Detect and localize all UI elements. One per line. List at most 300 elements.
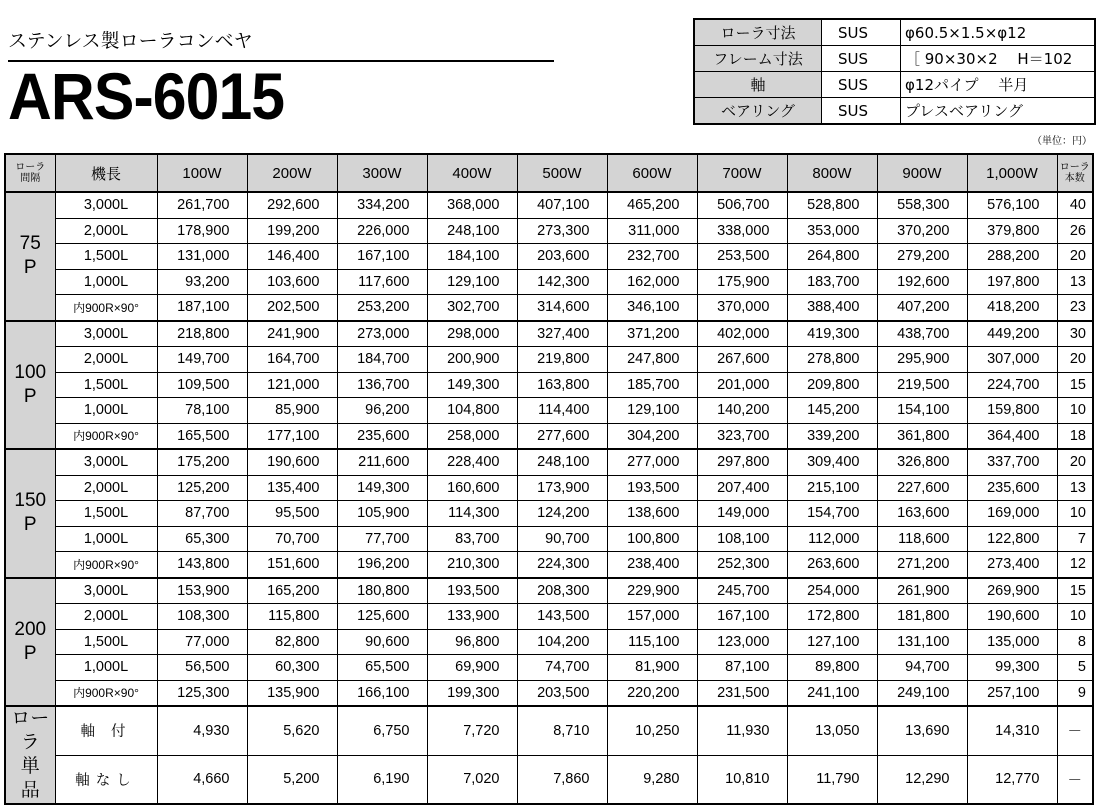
spec-material: SUS (822, 72, 901, 98)
table-row (5, 706, 1093, 755)
product-subtitle: ステンレス製ローラコンベヤ (8, 30, 253, 52)
row-length: 2,000L (55, 347, 157, 373)
price-cell: 193,500 (607, 475, 697, 501)
price-cell: 201,000 (697, 372, 787, 398)
price-cell: 123,000 (697, 629, 787, 655)
table-row (5, 552, 1093, 578)
price-cell: 146,400 (247, 244, 337, 270)
row-length: 内900R×90° (55, 295, 157, 321)
price-header-row (5, 154, 1093, 192)
price-cell: 95,500 (247, 501, 337, 527)
price-cell: 133,900 (427, 604, 517, 630)
table-row (5, 629, 1093, 655)
price-cell: 129,100 (607, 398, 697, 424)
price-cell: 135,900 (247, 680, 337, 706)
price-cell: 157,000 (607, 604, 697, 630)
price-cell: 224,300 (517, 552, 607, 578)
header-width: 800W (787, 154, 877, 192)
price-cell: 160,600 (427, 475, 517, 501)
roller-count: 15 (1057, 372, 1093, 398)
price-cell: 506,700 (697, 192, 787, 218)
header-roller-pitch: ローラ 間隔 (5, 154, 55, 192)
price-cell: 314,600 (517, 295, 607, 321)
price-cell: 154,700 (787, 501, 877, 527)
price-cell: 153,900 (157, 578, 247, 604)
price-cell: 184,100 (427, 244, 517, 270)
price-cell: 224,700 (967, 372, 1057, 398)
row-length: 1,500L (55, 372, 157, 398)
price-cell: 558,300 (877, 192, 967, 218)
price-cell: 273,400 (967, 552, 1057, 578)
price-cell: 10,250 (607, 706, 697, 755)
table-row (5, 501, 1093, 527)
price-cell: 7,020 (427, 755, 517, 804)
roller-count: 18 (1057, 423, 1093, 449)
price-cell: 361,800 (877, 423, 967, 449)
price-cell: 83,700 (427, 526, 517, 552)
price-cell: 407,200 (877, 295, 967, 321)
price-cell: 166,100 (337, 680, 427, 706)
price-cell: 184,700 (337, 347, 427, 373)
price-cell: 235,600 (967, 475, 1057, 501)
price-cell: 7,860 (517, 755, 607, 804)
table-row (5, 680, 1093, 706)
row-length: 内900R×90° (55, 680, 157, 706)
price-cell: 210,300 (427, 552, 517, 578)
table-row (5, 398, 1093, 424)
price-cell: 154,100 (877, 398, 967, 424)
table-row (5, 244, 1093, 270)
price-cell: 178,900 (157, 218, 247, 244)
price-cell: 209,800 (787, 372, 877, 398)
roller-count: 7 (1057, 526, 1093, 552)
price-cell: 175,200 (157, 449, 247, 475)
roller-count: 20 (1057, 244, 1093, 270)
price-cell: 4,660 (157, 755, 247, 804)
header-width: 200W (247, 154, 337, 192)
price-cell: 89,800 (787, 655, 877, 681)
price-cell: 257,100 (967, 680, 1057, 706)
price-cell: 353,000 (787, 218, 877, 244)
price-cell: 200,900 (427, 347, 517, 373)
roller-count: 13 (1057, 475, 1093, 501)
price-cell: 304,200 (607, 423, 697, 449)
price-cell: 211,600 (337, 449, 427, 475)
roller-count: 12 (1057, 552, 1093, 578)
price-cell: 261,700 (157, 192, 247, 218)
price-cell: 177,100 (247, 423, 337, 449)
price-cell: 273,300 (517, 218, 607, 244)
price-cell: 114,300 (427, 501, 517, 527)
header-width: 1,000W (967, 154, 1057, 192)
price-cell: 449,200 (967, 321, 1057, 347)
price-cell: 183,700 (787, 269, 877, 295)
price-cell: 108,100 (697, 526, 787, 552)
price-cell: 142,300 (517, 269, 607, 295)
price-cell: 11,790 (787, 755, 877, 804)
price-cell: 5,200 (247, 755, 337, 804)
header-width: 100W (157, 154, 247, 192)
price-cell: 138,600 (607, 501, 697, 527)
price-cell: 70,700 (247, 526, 337, 552)
row-length: 1,500L (55, 629, 157, 655)
roller-count: 15 (1057, 578, 1093, 604)
price-cell: 118,600 (877, 526, 967, 552)
price-cell: 94,700 (877, 655, 967, 681)
row-length: 3,000L (55, 321, 157, 347)
price-cell: 122,800 (967, 526, 1057, 552)
single-roller-label: ローラ 単 品 (5, 706, 55, 804)
price-cell: 78,100 (157, 398, 247, 424)
price-cell: 104,800 (427, 398, 517, 424)
price-cell: 339,200 (787, 423, 877, 449)
price-cell: 245,700 (697, 578, 787, 604)
roller-count: 23 (1057, 295, 1093, 321)
price-cell: 8,710 (517, 706, 607, 755)
price-cell: 143,500 (517, 604, 607, 630)
price-cell: 10,810 (697, 755, 787, 804)
price-cell: 163,800 (517, 372, 607, 398)
price-cell: 104,200 (517, 629, 607, 655)
row-length: 3,000L (55, 578, 157, 604)
unit-note: （単位：円） (1032, 136, 1092, 147)
price-cell: 114,400 (517, 398, 607, 424)
price-cell: 253,500 (697, 244, 787, 270)
table-row (5, 475, 1093, 501)
table-row (5, 578, 1093, 604)
price-cell: 125,200 (157, 475, 247, 501)
price-cell: 96,200 (337, 398, 427, 424)
row-length: 1,000L (55, 398, 157, 424)
price-cell: 261,900 (877, 578, 967, 604)
price-cell: 278,800 (787, 347, 877, 373)
spec-table (693, 18, 1096, 125)
price-cell: 218,800 (157, 321, 247, 347)
spec-value: φ60.5×1.5×φ12 (901, 19, 1096, 46)
roller-count: 8 (1057, 629, 1093, 655)
price-cell: 235,600 (337, 423, 427, 449)
price-cell: 220,200 (607, 680, 697, 706)
price-cell: 407,100 (517, 192, 607, 218)
price-cell: 334,200 (337, 192, 427, 218)
price-cell: 267,600 (697, 347, 787, 373)
spec-value: プレスベアリング (901, 98, 1096, 125)
price-cell: 7,720 (427, 706, 517, 755)
price-cell: 115,800 (247, 604, 337, 630)
price-cell: 254,000 (787, 578, 877, 604)
pitch-group (5, 192, 1093, 321)
table-row (5, 295, 1093, 321)
roller-count: 10 (1057, 604, 1093, 630)
price-cell: 241,900 (247, 321, 337, 347)
price-cell: 87,100 (697, 655, 787, 681)
price-cell: 159,800 (967, 398, 1057, 424)
price-cell: 82,800 (247, 629, 337, 655)
header-width: 300W (337, 154, 427, 192)
price-cell: 219,500 (877, 372, 967, 398)
price-cell: 323,700 (697, 423, 787, 449)
price-cell: 125,600 (337, 604, 427, 630)
row-length: 軸なし (55, 755, 157, 804)
price-cell: 90,700 (517, 526, 607, 552)
roller-count: 20 (1057, 449, 1093, 475)
spec-row (694, 46, 1095, 72)
price-cell: 231,500 (697, 680, 787, 706)
row-length: 軸 付 (55, 706, 157, 755)
pitch-group (5, 449, 1093, 578)
price-cell: 368,000 (427, 192, 517, 218)
price-cell: 264,800 (787, 244, 877, 270)
price-cell: 307,000 (967, 347, 1057, 373)
price-cell: 346,100 (607, 295, 697, 321)
roller-count: 9 (1057, 680, 1093, 706)
price-cell: 364,400 (967, 423, 1057, 449)
price-cell: 197,800 (967, 269, 1057, 295)
table-row (5, 423, 1093, 449)
table-row (5, 192, 1093, 218)
roller-count: 10 (1057, 501, 1093, 527)
price-cell: 232,700 (607, 244, 697, 270)
price-cell: 199,200 (247, 218, 337, 244)
price-cell: 215,100 (787, 475, 877, 501)
price-cell: 149,700 (157, 347, 247, 373)
price-cell: 193,500 (427, 578, 517, 604)
price-table (4, 153, 1094, 805)
spec-row (694, 98, 1095, 125)
price-cell: 143,800 (157, 552, 247, 578)
price-cell: 11,930 (697, 706, 787, 755)
price-cell: 56,500 (157, 655, 247, 681)
table-row (5, 269, 1093, 295)
price-cell: 149,000 (697, 501, 787, 527)
price-cell: 90,600 (337, 629, 427, 655)
price-cell: 226,000 (337, 218, 427, 244)
price-cell: 99,300 (967, 655, 1057, 681)
price-cell: 337,700 (967, 449, 1057, 475)
header-length: 機長 (55, 154, 157, 192)
table-row (5, 372, 1093, 398)
roller-count: 26 (1057, 218, 1093, 244)
price-cell: 12,290 (877, 755, 967, 804)
row-length: 1,000L (55, 655, 157, 681)
header-roller-count: ローラ 本数 (1057, 154, 1093, 192)
price-cell: 465,200 (607, 192, 697, 218)
price-cell: 100,800 (607, 526, 697, 552)
price-cell: 6,190 (337, 755, 427, 804)
price-cell: 311,000 (607, 218, 697, 244)
price-cell: 271,200 (877, 552, 967, 578)
price-cell: 129,100 (427, 269, 517, 295)
spec-row (694, 72, 1095, 98)
price-cell: 127,100 (787, 629, 877, 655)
price-cell: 60,300 (247, 655, 337, 681)
price-cell: 163,600 (877, 501, 967, 527)
price-cell: 199,300 (427, 680, 517, 706)
price-cell: 93,200 (157, 269, 247, 295)
price-cell: 140,200 (697, 398, 787, 424)
spec-material: SUS (822, 46, 901, 72)
price-cell: 135,400 (247, 475, 337, 501)
price-cell: 196,200 (337, 552, 427, 578)
roller-count: 30 (1057, 321, 1093, 347)
price-cell: 149,300 (337, 475, 427, 501)
row-length: 1,500L (55, 501, 157, 527)
price-cell: 202,500 (247, 295, 337, 321)
price-cell: 105,900 (337, 501, 427, 527)
roller-count: 5 (1057, 655, 1093, 681)
price-cell: 96,800 (427, 629, 517, 655)
price-cell: 273,000 (337, 321, 427, 347)
price-cell: 249,100 (877, 680, 967, 706)
price-cell: 14,310 (967, 706, 1057, 755)
price-cell: 418,200 (967, 295, 1057, 321)
price-cell: 65,500 (337, 655, 427, 681)
spec-label: ベアリング (694, 98, 822, 125)
price-cell: 115,100 (607, 629, 697, 655)
header-width: 400W (427, 154, 517, 192)
price-cell: 253,200 (337, 295, 427, 321)
price-cell: 124,200 (517, 501, 607, 527)
row-length: 内900R×90° (55, 552, 157, 578)
price-cell: 13,050 (787, 706, 877, 755)
row-length: 内900R×90° (55, 423, 157, 449)
price-cell: 65,300 (157, 526, 247, 552)
spec-label: 軸 (694, 72, 822, 98)
row-length: 1,000L (55, 526, 157, 552)
price-cell: 85,900 (247, 398, 337, 424)
price-cell: 77,000 (157, 629, 247, 655)
price-cell: 576,100 (967, 192, 1057, 218)
pitch-label: 100 P (5, 321, 55, 450)
price-cell: 81,900 (607, 655, 697, 681)
table-row (5, 449, 1093, 475)
row-length: 3,000L (55, 192, 157, 218)
price-cell: 528,800 (787, 192, 877, 218)
price-cell: 438,700 (877, 321, 967, 347)
table-row (5, 347, 1093, 373)
price-cell: 229,900 (607, 578, 697, 604)
row-length: 2,000L (55, 604, 157, 630)
spec-value: ［ 90×30×2 H＝102 (901, 46, 1096, 72)
price-cell: 203,600 (517, 244, 607, 270)
table-row (5, 321, 1093, 347)
price-cell: 419,300 (787, 321, 877, 347)
price-cell: 252,300 (697, 552, 787, 578)
header-width: 700W (697, 154, 787, 192)
price-cell: 117,600 (337, 269, 427, 295)
price-cell: 167,100 (337, 244, 427, 270)
price-cell: 136,700 (337, 372, 427, 398)
price-cell: 69,900 (427, 655, 517, 681)
price-cell: 248,100 (427, 218, 517, 244)
price-cell: 165,200 (247, 578, 337, 604)
price-cell: 388,400 (787, 295, 877, 321)
price-cell: 402,000 (697, 321, 787, 347)
pitch-label: 200 P (5, 578, 55, 707)
price-cell: 248,100 (517, 449, 607, 475)
price-cell: 12,770 (967, 755, 1057, 804)
header-width: 500W (517, 154, 607, 192)
roller-count: － (1057, 755, 1093, 804)
table-row (5, 755, 1093, 804)
table-row (5, 218, 1093, 244)
price-cell: 371,200 (607, 321, 697, 347)
price-cell: 326,800 (877, 449, 967, 475)
price-cell: 269,900 (967, 578, 1057, 604)
row-length: 3,000L (55, 449, 157, 475)
price-cell: 327,400 (517, 321, 607, 347)
table-row (5, 526, 1093, 552)
price-cell: 125,300 (157, 680, 247, 706)
price-cell: 4,930 (157, 706, 247, 755)
roller-count: 20 (1057, 347, 1093, 373)
price-cell: 6,750 (337, 706, 427, 755)
price-cell: 288,200 (967, 244, 1057, 270)
price-cell: 295,900 (877, 347, 967, 373)
price-cell: 13,690 (877, 706, 967, 755)
price-cell: 9,280 (607, 755, 697, 804)
price-cell: 292,600 (247, 192, 337, 218)
table-row (5, 604, 1093, 630)
price-cell: 302,700 (427, 295, 517, 321)
pitch-group (5, 321, 1093, 450)
price-cell: 162,000 (607, 269, 697, 295)
price-cell: 192,600 (877, 269, 967, 295)
spec-label: フレーム寸法 (694, 46, 822, 72)
price-cell: 173,900 (517, 475, 607, 501)
price-cell: 165,500 (157, 423, 247, 449)
price-cell: 77,700 (337, 526, 427, 552)
single-roller-group (5, 706, 1093, 804)
price-cell: 131,000 (157, 244, 247, 270)
row-length: 2,000L (55, 475, 157, 501)
header-width: 600W (607, 154, 697, 192)
row-length: 1,000L (55, 269, 157, 295)
pitch-label: 150 P (5, 449, 55, 578)
spec-material: SUS (822, 19, 901, 46)
price-cell: 279,200 (877, 244, 967, 270)
price-cell: 164,700 (247, 347, 337, 373)
price-cell: 247,800 (607, 347, 697, 373)
price-cell: 370,000 (697, 295, 787, 321)
price-cell: 277,000 (607, 449, 697, 475)
spec-value: φ12パイプ 半月 (901, 72, 1096, 98)
price-cell: 181,800 (877, 604, 967, 630)
price-cell: 203,500 (517, 680, 607, 706)
price-cell: 297,800 (697, 449, 787, 475)
price-cell: 185,700 (607, 372, 697, 398)
price-cell: 241,100 (787, 680, 877, 706)
price-cell: 258,000 (427, 423, 517, 449)
roller-count: 13 (1057, 269, 1093, 295)
price-cell: 145,200 (787, 398, 877, 424)
price-cell: 175,900 (697, 269, 787, 295)
price-cell: 219,800 (517, 347, 607, 373)
price-cell: 207,400 (697, 475, 787, 501)
price-cell: 151,600 (247, 552, 337, 578)
spec-row (694, 19, 1095, 46)
price-cell: 263,600 (787, 552, 877, 578)
price-cell: 167,100 (697, 604, 787, 630)
roller-count: － (1057, 706, 1093, 755)
model-title: ARS-6015 (8, 59, 285, 133)
pitch-label: 75 P (5, 192, 55, 321)
price-cell: 277,600 (517, 423, 607, 449)
price-cell: 112,000 (787, 526, 877, 552)
roller-count: 10 (1057, 398, 1093, 424)
price-cell: 190,600 (247, 449, 337, 475)
spec-label: ローラ寸法 (694, 19, 822, 46)
